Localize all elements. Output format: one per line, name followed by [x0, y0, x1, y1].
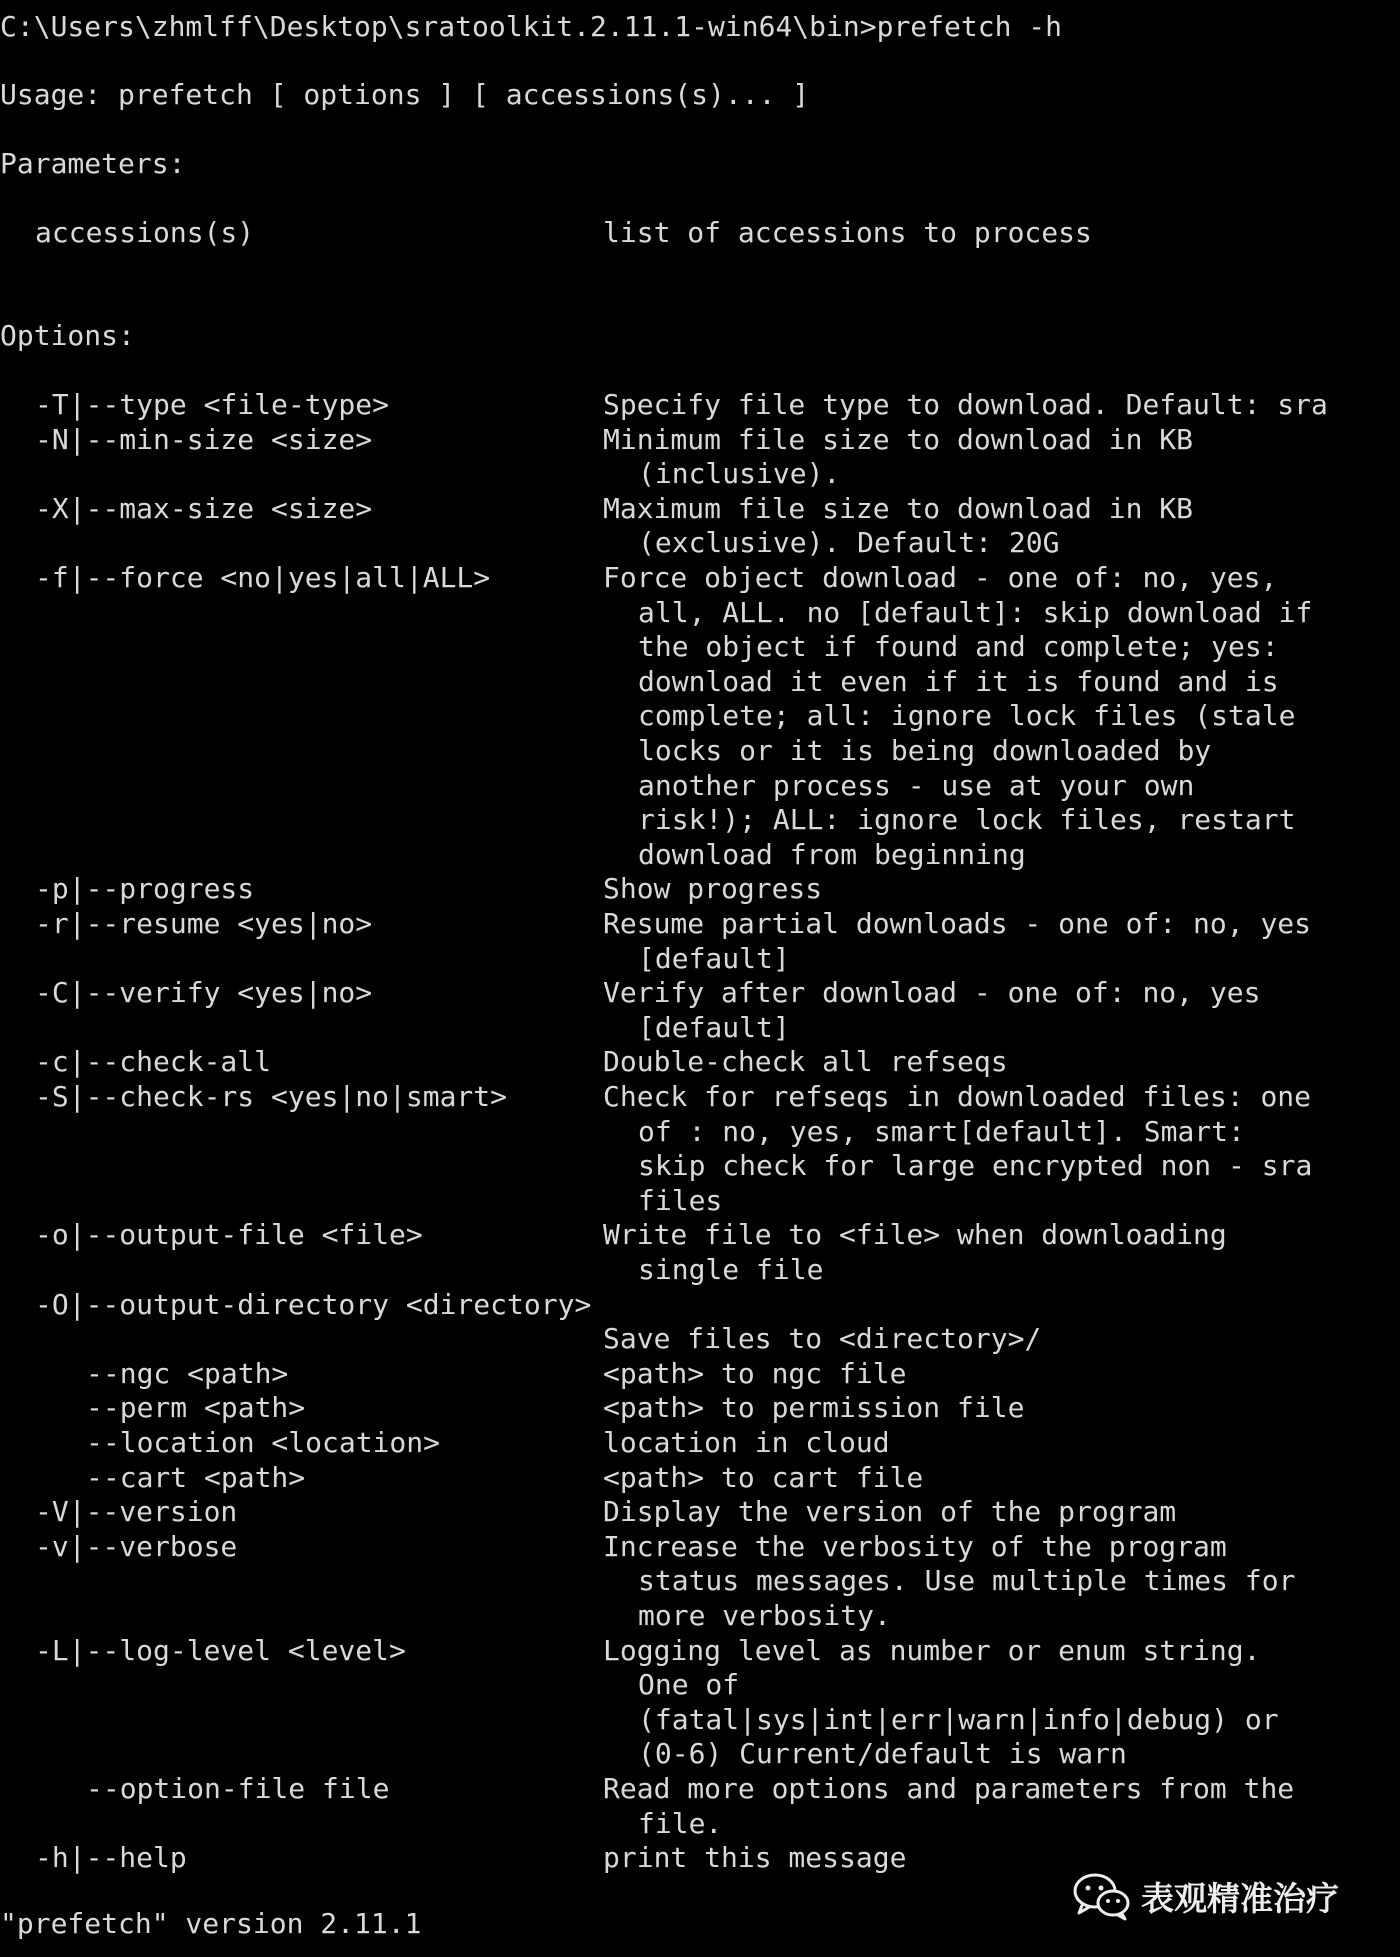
parameter-name: accessions(s) [35, 216, 255, 249]
command-prompt-line: C:\Users\zhmlff\Desktop\sratoolkit.2.11.1-win64\bin>prefetch -h [0, 10, 1063, 43]
option-description: another process - use at your own [638, 768, 1195, 802]
watermark-text: 表观精准治疗 [1141, 1878, 1339, 1918]
option-description: <path> to cart file [603, 1460, 924, 1494]
option-flag: -C|--verify <yes|no> [35, 976, 373, 1010]
option-description: location in cloud [603, 1426, 890, 1459]
option-description: Show progress [603, 872, 823, 906]
option-description: Read more options and parameters from the [603, 1772, 1295, 1805]
option-description: Specify file type to download. Default: sra [603, 388, 1328, 421]
option-description: Save files to <directory>/ [603, 1322, 1042, 1356]
option-flag: -S|--check-rs <yes|no|smart> [35, 1080, 508, 1113]
option-description: One of [638, 1668, 740, 1702]
option-flag: -h|--help [35, 1841, 187, 1875]
version-line: "prefetch" version 2.11.1 [0, 1907, 422, 1940]
option-flag: -f|--force <no|yes|all|ALL> [35, 561, 491, 594]
option-description: Minimum file size to download in KB [603, 422, 1194, 456]
option-description: Display the version of the program [603, 1495, 1177, 1529]
option-flag: --location <location> [86, 1426, 441, 1459]
option-flag: --option-file file [86, 1772, 390, 1805]
option-description: <path> to ngc file [603, 1356, 907, 1390]
options-header: Options: [0, 319, 135, 352]
option-description: risk!); ALL: ignore lock files, restart [638, 803, 1296, 837]
option-flag: -O|--output-directory <directory> [35, 1287, 592, 1321]
option-flag: -T|--type <file-type> [35, 388, 390, 421]
option-description: Write file to <file> when downloading [603, 1218, 1227, 1252]
option-flag: --perm <path> [86, 1391, 306, 1425]
option-flag: -v|--verbose [35, 1529, 238, 1563]
option-flag: -N|--min-size <size> [35, 422, 373, 456]
option-flag: --ngc <path> [86, 1356, 289, 1390]
option-flag: -L|--log-level <level> [35, 1633, 406, 1667]
option-description: locks or it is being downloaded by [638, 734, 1212, 767]
option-flag: -r|--resume <yes|no> [35, 907, 373, 940]
option-description: download from beginning [638, 837, 1026, 871]
option-description: Maximum file size to download in KB [603, 491, 1194, 525]
option-description: files [638, 1183, 723, 1217]
option-description: all, ALL. no [default]: skip download if [638, 595, 1313, 629]
option-flag: -p|--progress [35, 872, 255, 906]
option-description: Check for refseqs in downloaded files: one [603, 1080, 1312, 1113]
option-flag: -c|--check-all [35, 1045, 272, 1079]
option-description: <path> to permission file [603, 1391, 1025, 1425]
option-description: Increase the verbosity of the program [603, 1529, 1227, 1563]
option-flag: -X|--max-size <size> [35, 491, 373, 525]
option-description: file. [638, 1806, 723, 1840]
option-description: of : no, yes, smart[default]. Smart: [638, 1114, 1245, 1148]
option-description: more verbosity. [638, 1599, 891, 1632]
option-description: [default] [638, 1010, 790, 1044]
option-description: the object if found and complete; yes: [638, 630, 1279, 664]
parameters-header: Parameters: [0, 147, 186, 180]
option-description: [default] [638, 941, 790, 975]
option-description: (fatal|sys|int|err|warn|info|debug) or [638, 1702, 1279, 1736]
watermark [1073, 1866, 1339, 1926]
option-description: print this message [603, 1841, 907, 1875]
parameter-description: list of accessions to process [603, 216, 1092, 249]
option-description: Resume partial downloads - one of: no, yes [603, 907, 1312, 940]
option-description: complete; all: ignore lock files (stale [638, 699, 1296, 733]
option-description: Verify after download - one of: no, yes [603, 976, 1261, 1010]
option-description: Double-check all refseqs [603, 1045, 1008, 1079]
option-description: (0-6) Current/default is warn [638, 1737, 1127, 1771]
option-description: download it even if it is found and is [638, 664, 1279, 698]
option-description: Logging level as number or enum string. [603, 1633, 1261, 1667]
option-description: (inclusive). [638, 457, 841, 491]
option-description: Force object download - one of: no, yes, [603, 561, 1278, 594]
option-flag: -V|--version [35, 1495, 238, 1529]
option-description: skip check for large encrypted non - sra [638, 1149, 1313, 1183]
option-flag: -o|--output-file <file> [35, 1218, 423, 1252]
option-description: single file [638, 1253, 824, 1286]
wechat-icon [1073, 1871, 1131, 1921]
option-description: (exclusive). Default: 20G [638, 526, 1060, 560]
usage-line: Usage: prefetch [ options ] [ accessions(s)... ] [0, 78, 810, 111]
option-flag: --cart <path> [86, 1460, 306, 1494]
option-description: status messages. Use multiple times for [638, 1564, 1296, 1598]
